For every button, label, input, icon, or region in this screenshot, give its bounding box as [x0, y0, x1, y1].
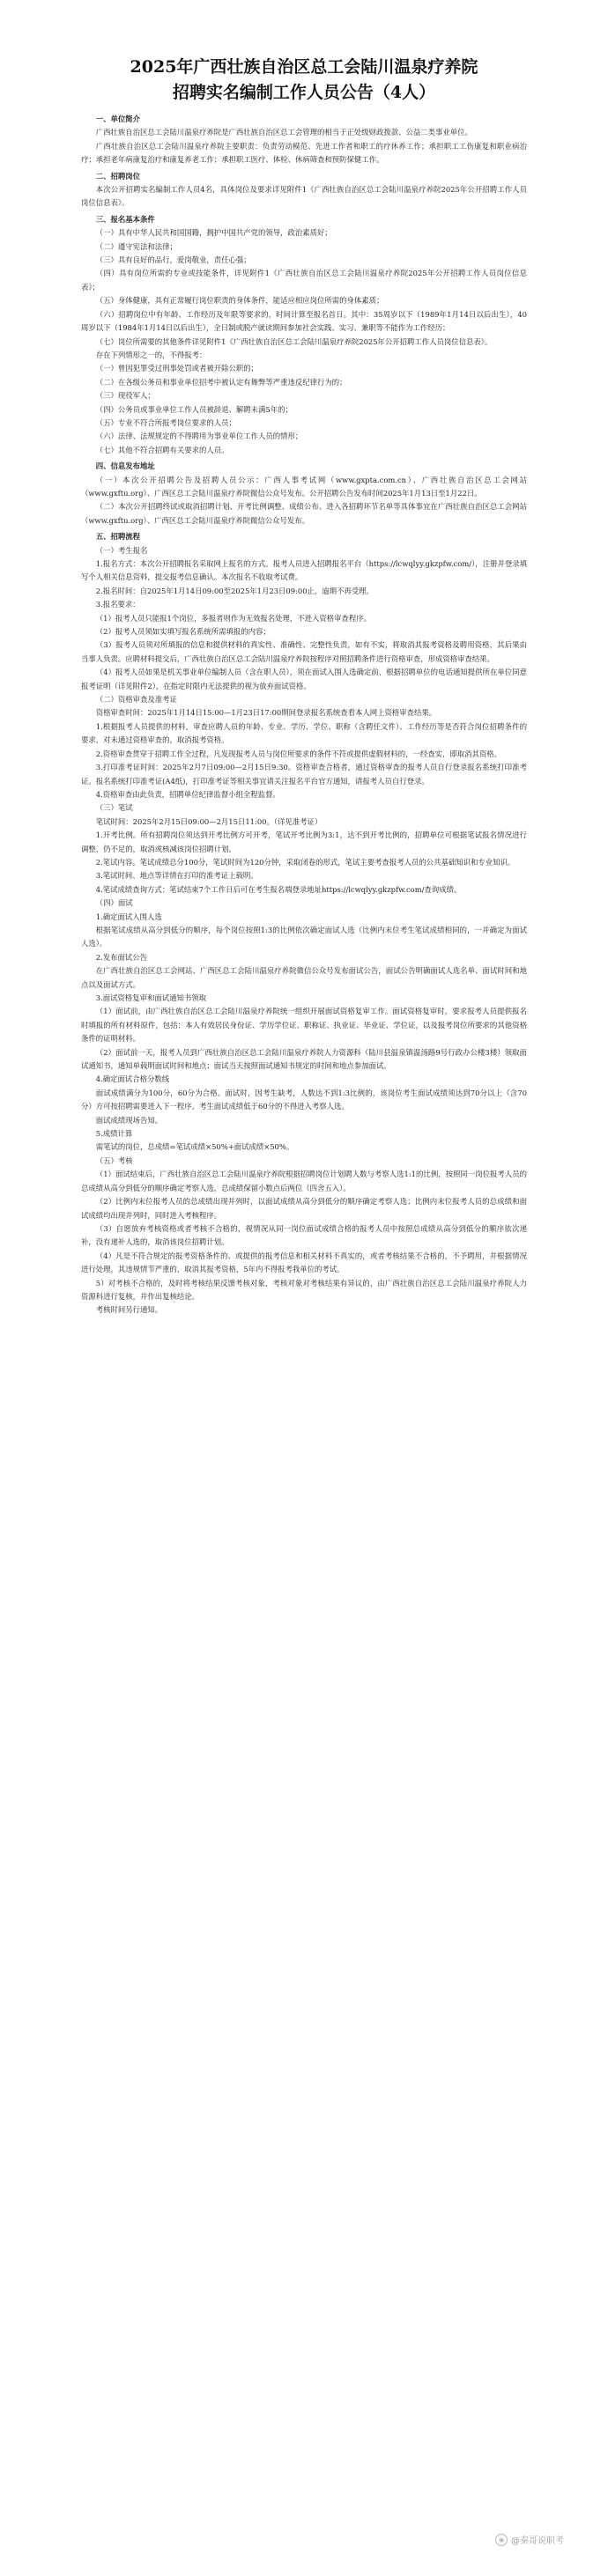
paragraph: 根据笔试成绩从高分到低分的顺序，每个岗位按照1:3的比例依次确定面试人选（比例内末位考生笔试成绩相同的，一并确定为面试人选）。: [81, 925, 527, 948]
subsection-heading: （三）笔试: [95, 803, 133, 813]
paragraph: （三）具有良好的品行，爱岗敬业，责任心强；: [95, 255, 251, 265]
paragraph: 广西壮族自治区总工会陆川温泉疗养院是广西壮族自治区总工会管理的相当于正处级财政拨款、公益二类事业单位。: [95, 128, 472, 137]
paragraph: 3.面试资格复审和面试通知书领取: [95, 993, 207, 1002]
page-title: [81, 55, 527, 106]
paragraph: 3.笔试时间、地点等详情在打印的准考证上载明。: [95, 871, 258, 881]
paragraph: （五）专业不符合所报考岗位要求的人员；: [95, 417, 236, 427]
paragraph: （四）具有岗位所需的专业或技能条件，详见附件1《广西壮族自治区总工会陆川温泉疗养院2025年公开招聘工作人员岗位信息表》；: [81, 269, 527, 292]
section-heading: 三、报名基本条件: [95, 214, 155, 224]
paragraph: 存在下列情形之一的，不得报考：: [95, 350, 207, 359]
paragraph: （1）面试前，由广西壮族自治区总工会陆川温泉疗养院统一组织开展面试资格复审工作。面试资格复审时，要求报考人员提供报名时填报的所有材料原件，包括：本人有效居民身份证、学历学位证、职称证、执业证、毕业证、学位证，以及报考岗位所要求的其他资格条件的证明材料。: [81, 1007, 527, 1044]
paragraph: 1.确定面试入围人选: [95, 912, 162, 921]
paragraph: 4.笔试成绩查询方式：笔试结束7个工作日后可在考生报名端登录地址https://lcwqlyy.gkzpfw.com/查询成绩。: [95, 884, 462, 894]
paragraph: 1.根据报考人员提供的材料，审查应聘人员的年龄、专业、学历、学位、职称（含聘任文件）、工作经历等是否符合岗位招聘条件的要求，对未通过资格审查的，取消报考资格。: [81, 721, 527, 745]
subsection-heading: （二）资格审查及准考证: [95, 695, 177, 705]
paragraph: 1.报名方式：本次公开招聘报名采取网上报名的方式。报考人员进入招聘报名平台（https://lcwqlyy.gkzpfw.com/），注册并登录填写个人相关信息资料，提交报考信息确认。本次报名不收取考试费。: [81, 559, 527, 582]
paragraph: （一）曾因犯罪受过刑事处罚或者被开除公职的；: [95, 364, 259, 373]
paragraph: （一）具有中华人民共和国国籍，拥护中国共产党的领导，政治素质好；: [95, 228, 332, 238]
paragraph: （七）岗位所需要的其他条件详见附件1《广西壮族自治区总工会陆川温泉疗养院2025年公开招聘工作人员岗位信息表》。: [95, 336, 493, 346]
paragraph: （2）报考人员须如实填写报名系统所需填报的内容；: [95, 627, 271, 637]
paragraph: 5.成绩计算: [95, 1129, 133, 1139]
paragraph: （二）在各级公务员和事业单位招考中被认定有舞弊等严重违反纪律行为的；: [95, 377, 347, 387]
paragraph: 需笔试的岗位，总成绩=笔试成绩×50%+面试成绩×50%。: [95, 1142, 294, 1152]
subsection-heading: （一）考生报名: [95, 545, 148, 555]
section-heading: 一、单位简介: [95, 114, 141, 123]
paragraph: （六）法律、法规规定的不得聘用为事业单位工作人员的情形；: [95, 432, 303, 441]
paragraph: （六）招聘岗位中有年龄、工作经历及年限等要求的，时间计算至报名首日。其中：35周岁以下（1989年1月14日以后出生），40周岁以下（1984年1月14日以后出生），全日制或脱产就读期间参加社会实践、实习、兼职等不能作为工作经历；: [81, 309, 527, 333]
paragraph: 在广西壮族自治区总工会网站、广西区总工会陆川温泉疗养院微信公众号发布面试公告，面试公告明确面试人选名单、面试时间和地点以及面试方式。: [81, 966, 527, 989]
paragraph: 2.笔试内容。笔试成绩总分100分，笔试时间为120分钟，采取闭卷的形式，笔试主要考查报考人员的公共基础知识和专业知识。: [95, 857, 515, 867]
paragraph: 资格审查时间：2025年1月14日15:00—1月23日17:00期间登录报名系统查看本人网上资格审查结果。: [95, 708, 437, 718]
watermark: [495, 2533, 564, 2546]
paragraph: 笔试时间：2025年2月15日09:00—2月15日11:00。（详见准考证）: [95, 816, 323, 826]
paragraph: 1.开考比例。所有招聘岗位须达到开考比例方可开考，笔试开考比例为3:1，达不到开考比例的，招聘单位可根据笔试报名情况进行调整，仍不足的，取消或核减该岗位招聘计划。: [81, 830, 527, 853]
title-line-1: 2025年广西壮族自治区总工会陆川温泉疗养院: [130, 57, 478, 77]
paragraph: （3）报考人员须对所填报的信息和提供材料的真实性、准确性、完整性负责，如有不实，将取消其报考资格及聘用资格，其后果由当事人负责。应聘材料提交后，广西壮族自治区总工会陆川温泉疗养院按程序对照招聘条件进行资格审查，形成资格审查结果。: [81, 640, 527, 663]
paragraph: （1）面试结束后，广西壮族自治区总工会陆川温泉疗养院根据招聘岗位计划聘人数与考察人选1:1的比例，按照同一岗位报考人员的总成绩从高分到低分的顺序确定考察人选，总成绩保留小数点后两位（四舍五入）。: [81, 1170, 527, 1192]
section-heading: 四、信息发布地址: [95, 461, 155, 471]
paragraph: 4.资格审查由此负责，招聘单位纪律监督小组全程监督。: [95, 789, 280, 799]
watermark-handle: @秦哥说职考: [511, 2536, 564, 2546]
paragraph: 面试成绩满分为100分，60分为合格。面试时，因考生缺考，人数达不到1:3比例的，该岗位考生面试成绩须达到70分以上（含70分）方可按招聘需要进入下一程序。考生面试成绩低于60分的不得进入考察人选。: [81, 1088, 527, 1111]
subsection-heading: （五）考核: [95, 1155, 133, 1165]
paragraph: 本次公开招聘实名编制工作人员4名，具体岗位及要求详见附件1《广西壮族自治区总工会陆川温泉疗养院2025年公开招聘工作人员岗位信息表》。: [81, 185, 527, 208]
weibo-icon: ◉: [495, 2534, 508, 2546]
paragraph: （二）遵守宪法和法律；: [95, 241, 177, 251]
paragraph: （4）凡是不符合规定的报考资格条件的、或提供的报考信息和相关材料不真实的，或者考核结果不合格的，不予聘用，并根据情况进行处理，其违规情节严重的，取消其报考资格，5年内不得报考我单位的考试。: [81, 1251, 527, 1274]
paragraph: （四）公务员或事业单位工作人员被辞退、解聘未满5年的；: [95, 404, 293, 414]
paragraph: （4）报考人员如果是机关事业单位编制人员（含在职人员），须在面试入围人选确定前，根据招聘单位的电话通知提供所在单位同意报考证明（详见附件2），在指定时限内无法提供的视为放弃面试资格。: [81, 668, 527, 690]
paragraph: 4.确定面试合格分数线: [95, 1074, 170, 1084]
paragraph: （五）身体健康，具有正常履行岗位职责的身体条件，能适应相应岗位所需的身体素质；: [95, 296, 384, 306]
paragraph: 3.打印准考证时间：2025年2月7日09:00—2月15日9:30。资格审查合格者，通过资格审查的报考人员自行登录报名系统打印准考证。报名系统打印准考证(A4纸)，打印准考证等相关事宜请关注报名平台官方通知，请报考人员自行登录。: [81, 763, 527, 786]
paragraph: （三）现役军人；: [95, 391, 155, 401]
paragraph: （二）本次公开招聘终试或取消招聘计划、开考比例调整、成绩公布、进入各招聘环节名单等具体事宜在广西壮族自治区总工会网站（www.gxftu.org）、广西区总工会陆川温泉疗养院微信公众号发布。: [81, 502, 527, 525]
paragraph: 考核时间另行通知。: [95, 1305, 163, 1315]
paragraph: 2.发布面试公告: [95, 952, 148, 962]
paragraph: 2.报名时间：自2025年1月14日09:00至2025年1月23日09:00止，逾期不再受理。: [95, 586, 374, 595]
paragraph: 3.报名要求：: [95, 600, 140, 609]
title-line-2: 招聘实名编制工作人员公告（4人）: [172, 83, 436, 102]
paragraph: （七）其他不符合招聘有关要求的人员。: [95, 445, 229, 454]
paragraph: 广西壮族自治区总工会陆川温泉疗养院主要职责：负责劳动模范、先进工作者和职工的疗休养工作；承担职工工伤康复和职业病治疗；承担老年病康复治疗和康复养老工作；承担职工医疗、体检、休病筛查和预防保健工作。: [81, 141, 527, 165]
paragraph: （一）本次公开招聘公告及招聘人员公示：广西人事考试网（www.gxpta.com.cn）、广西壮族自治区总工会网站（www.gxftu.org）、广西区总工会陆川温泉疗养院微信公众号发布。公开招聘公告发布时间2025年1月13日至1月22日。: [81, 475, 527, 498]
paragraph: （2）面试前一天，报考人员到广西壮族自治区总工会陆川温泉疗养院人力资源科（陆川县温泉镇温汤路9号行政办公楼3楼）领取面试通知书，通知单载明面试时间和地点；面试当天按照面试通知书规定的时间和地点参加面试。: [81, 1047, 527, 1071]
section-heading: 五、招聘流程: [95, 532, 141, 542]
paragraph: 面试成绩现场告知。: [95, 1115, 163, 1125]
subsection-heading: （四）面试: [95, 898, 133, 908]
paragraph: （1）报考人员只能报1个岗位，多报者则作为无效报名处理，不进入资格审查程序。: [95, 613, 371, 623]
paragraph: 5）对考核不合格的，及时将考核结果反馈考核对象，考核对象对考核结果有异议的，由广西壮族自治区总工会陆川温泉疗养院人力资源科进行复核，并作出复核结论。: [81, 1278, 527, 1301]
paragraph: 2.资格审查贯穿于招聘工作全过程，凡发现报考人员与岗位所要求的条件不符或提供虚假材料的，一经查实，即取消其资格。: [95, 749, 502, 758]
section-heading: 二、招聘岗位: [95, 171, 141, 181]
announcement-body: [81, 113, 527, 1318]
paragraph: （2）比例内末位报考人员的总成绩出现并列时，以面试成绩从高分到低分的顺序确定考察人选；比例内末位报考人员的总成绩和面试成绩均出现并列时，同时进入考核程序。: [81, 1197, 527, 1220]
paragraph: （3）自愿放弃考核资格或者考核不合格的，视情况从同一岗位面试成绩合格的报考人员中按照总成绩从高分到低分的顺序依次递补，没有递补人选的，取消该岗位招聘计划。: [81, 1223, 527, 1247]
